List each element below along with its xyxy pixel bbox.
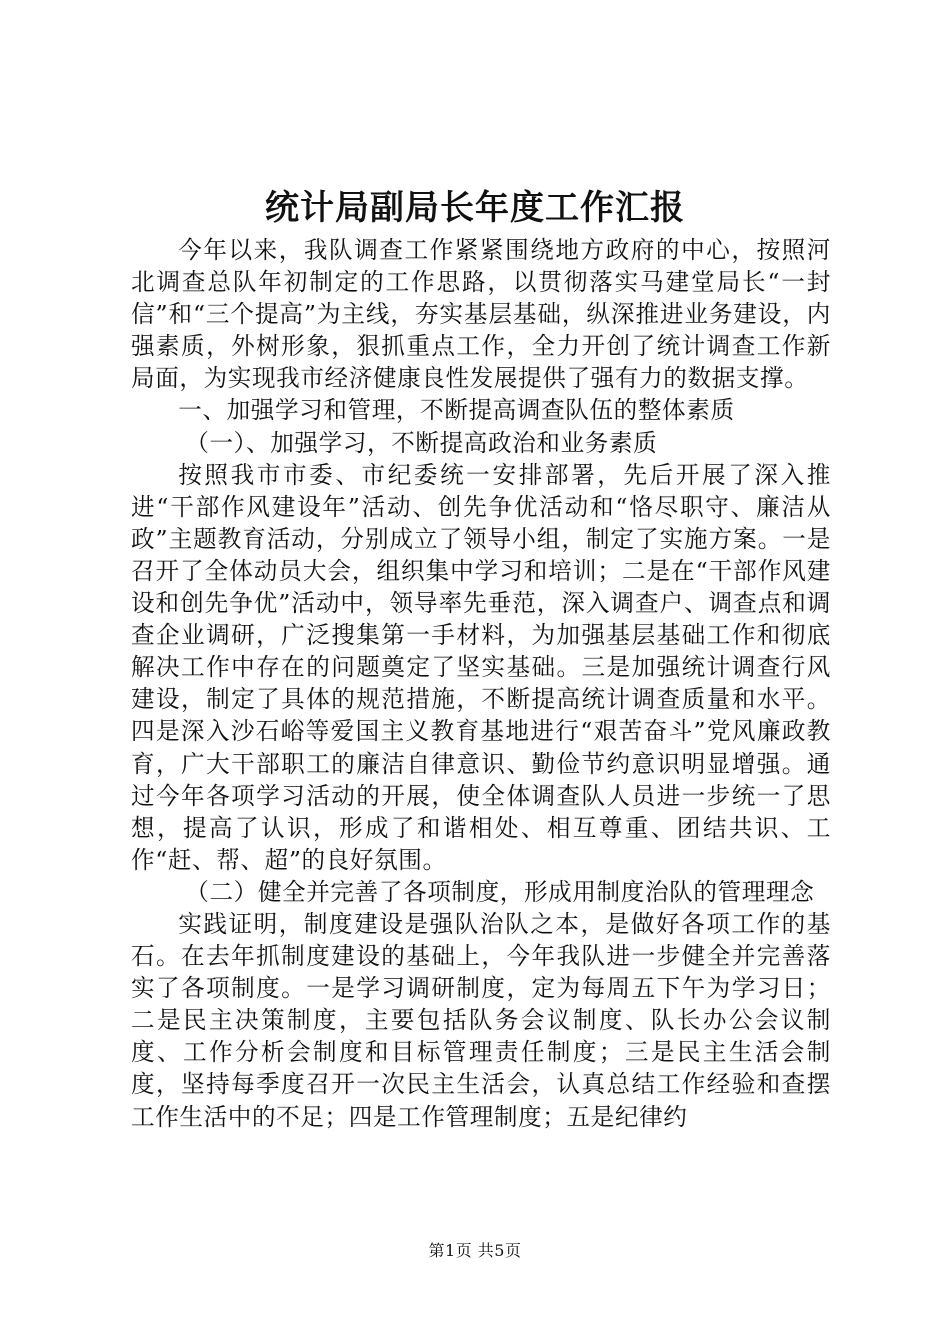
section-heading-1: 一、加强学习和管理，不断提高调查队伍的整体素质	[178, 396, 735, 425]
paragraph-system: 实践证明，制度建设是强队治队之本，是做好各项工作的基石。在去年抓制度建设的基础上，今年我队进一步健全并完善落实了各项制度。一是学习调研制度，定为每周五下午为学习日；二是民主决策制度，主要包括队务会议制度、队长办公会议制度、工作分析会制度和目标管理责任制度；三是民主生活会制度，坚持每季度召开一次民主生活会，认真总结工作经验和查摆工作生活中的不足；四是工作管理制度；五是纪律约	[131, 909, 831, 1131]
page-number-footer: 第1页 共5页	[428, 1241, 522, 1260]
subsection-heading-1: （一）、加强学习，不断提高政治和业务素质	[185, 428, 658, 457]
paragraph-intro: 今年以来，我队调查工作紧紧围绕地方政府的中心，按照河北调查总队年初制定的工作思路，以贯彻落实马建堂局长“一封信”和“三个提高”为主线，夯实基层基础，纵深推进业务建设，内强素质，外树形象，狠抓重点工作，全力开创了统计调查工作新局面，为实现我市经济健康良性发展提供了强有力的数据支撑。	[131, 236, 831, 393]
paragraph-study: 按照我市市委、市纪委统一安排部署，先后开展了深入推进“干部作风建设年”活动、创先争优活动和“恪尽职守、廉洁从政”主题教育活动，分别成立了领导小组，制定了实施方案。一是召开了全体动员大会，组织集中学习和培训；二是在“干部作风建设和创先争优”活动中，领导率先垂范，深入调查户、调查点和调查企业调研，广泛搜集第一手材料，为加强基层基础工作和彻底解决工作中存在的问题奠定了坚实基础。三是加强统计调查行风建设，制定了具体的规范措施，不断提高统计调查质量和水平。四是深入沙石峪等爱国主义教育基地进行“艰苦奋斗”党风廉政教育，广大干部职工的廉洁自律意识、勤俭节约意识明显增强。通过今年各项学习活动的开展，使全体调查队人员进一步统一了思想，提高了认识，形成了和谐相处、相互尊重、团结共识、工作“赶、帮、超”的良好氛围。	[131, 460, 831, 874]
document-title: 统计局副局长年度工作汇报	[265, 188, 685, 228]
document-body	[131, 234, 831, 1133]
subsection-heading-2: （二）健全并完善了各项制度，形成用制度治队的管理理念	[185, 877, 815, 906]
